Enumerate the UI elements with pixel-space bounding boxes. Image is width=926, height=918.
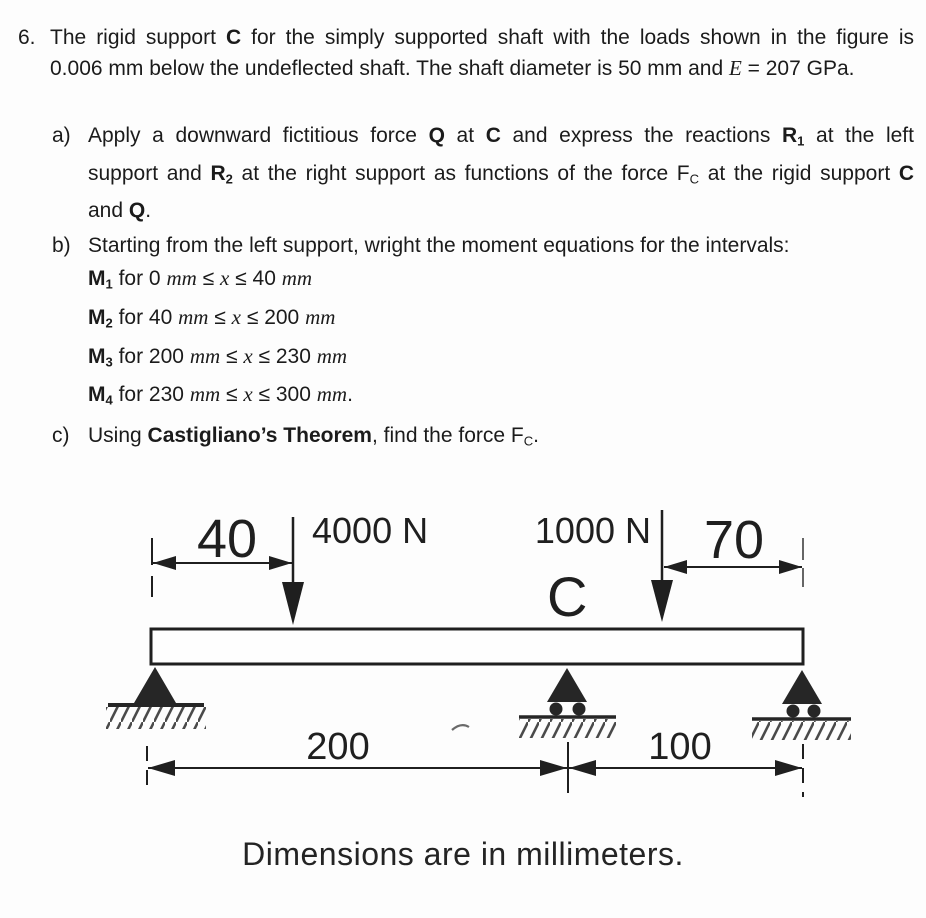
- load-1000-label: 1000 N: [534, 510, 651, 551]
- item-b: [52, 230, 914, 417]
- roller-c-wheel-icon: [573, 703, 586, 716]
- item-c-marker: c): [52, 423, 70, 447]
- intro-line-1: The rigid support C for the simply supported shaft with the loads shown in the figure is: [50, 26, 914, 49]
- intro-line-2: 0.006 mm below the undeflected shaft. The shaft diameter is 50 mm and E = 207 GPa.: [50, 56, 855, 80]
- figure-caption: Dimensions are in millimeters.: [242, 836, 684, 872]
- roller-c-wheel-icon: [550, 703, 563, 716]
- pin-support-triangle-icon: [134, 667, 176, 703]
- shaft-beam: [151, 629, 803, 664]
- scan-artifact: [452, 725, 469, 730]
- roller-right-wheel-icon: [787, 705, 800, 718]
- roller-c-triangle-icon: [547, 668, 587, 702]
- item-a-line-3: and Q.: [88, 199, 152, 223]
- problem-number: 6.: [18, 26, 36, 49]
- dim-200-arrow-left-icon: [148, 760, 175, 776]
- dim-40-label: 40: [196, 509, 258, 569]
- pin-support-left: [106, 667, 206, 729]
- beam-diagram: [0, 480, 926, 810]
- load-4000-label: 4000 N: [312, 510, 429, 551]
- interval-m2: $M_2$ for 40 mm ≤ x ≤ 200 mm: [88, 304, 336, 331]
- item-b-heading: Starting from the left support, wright the moment equations for the intervals:: [88, 234, 790, 258]
- dim-40-arrow-right-icon: [269, 556, 292, 570]
- problem-statement: [18, 22, 914, 84]
- load-arrow-4000: [282, 517, 304, 625]
- dim-70-arrow-left-icon: [664, 560, 687, 574]
- interval-m1: $M_1$ for 0 mm ≤ x ≤ 40 mm: [88, 266, 313, 292]
- load-1000-arrowhead-icon: [651, 580, 673, 622]
- dim-200-label: 200: [306, 726, 370, 768]
- interval-m3: $M_3$ for 200 mm ≤ x ≤ 230 mm: [88, 343, 348, 370]
- dim-70-label: 70: [703, 510, 765, 570]
- item-c: [52, 420, 914, 458]
- roller-support-c: [519, 668, 616, 738]
- item-a-line-2: support and $R_2$ at the right support as functions of the force $F_C$ at the rigid support C: [88, 161, 914, 187]
- dim-100-arrow-right-icon: [775, 760, 802, 776]
- item-a-marker: a): [52, 124, 71, 147]
- dim-40-arrow-left-icon: [153, 556, 176, 570]
- item-c-line: Using Castigliano’s Theorem, find the force $F_C$.: [88, 423, 539, 449]
- problem-intro: [50, 22, 914, 84]
- roller-right-triangle-icon: [782, 670, 822, 704]
- dim-100-label: 100: [648, 726, 712, 768]
- dim-70-arrow-right-icon: [779, 560, 802, 574]
- roller-support-right: [752, 670, 851, 740]
- item-a: [52, 120, 914, 227]
- dim-100-arrow-left-icon: [569, 760, 596, 776]
- load-4000-arrowhead-icon: [282, 582, 304, 625]
- interval-m4: $M_4$ for 230 mm ≤ x ≤ 300 mm.: [88, 382, 353, 408]
- problem-items: [52, 120, 914, 460]
- dim-200-arrow-right-icon: [540, 760, 567, 776]
- support-c-label: C: [547, 565, 588, 628]
- item-b-marker: b): [52, 234, 71, 258]
- roller-right-wheel-icon: [808, 705, 821, 718]
- item-a-line-1: Apply a downward fictitious force Q at C and express the reactions $R_1$ at the left: [88, 124, 914, 149]
